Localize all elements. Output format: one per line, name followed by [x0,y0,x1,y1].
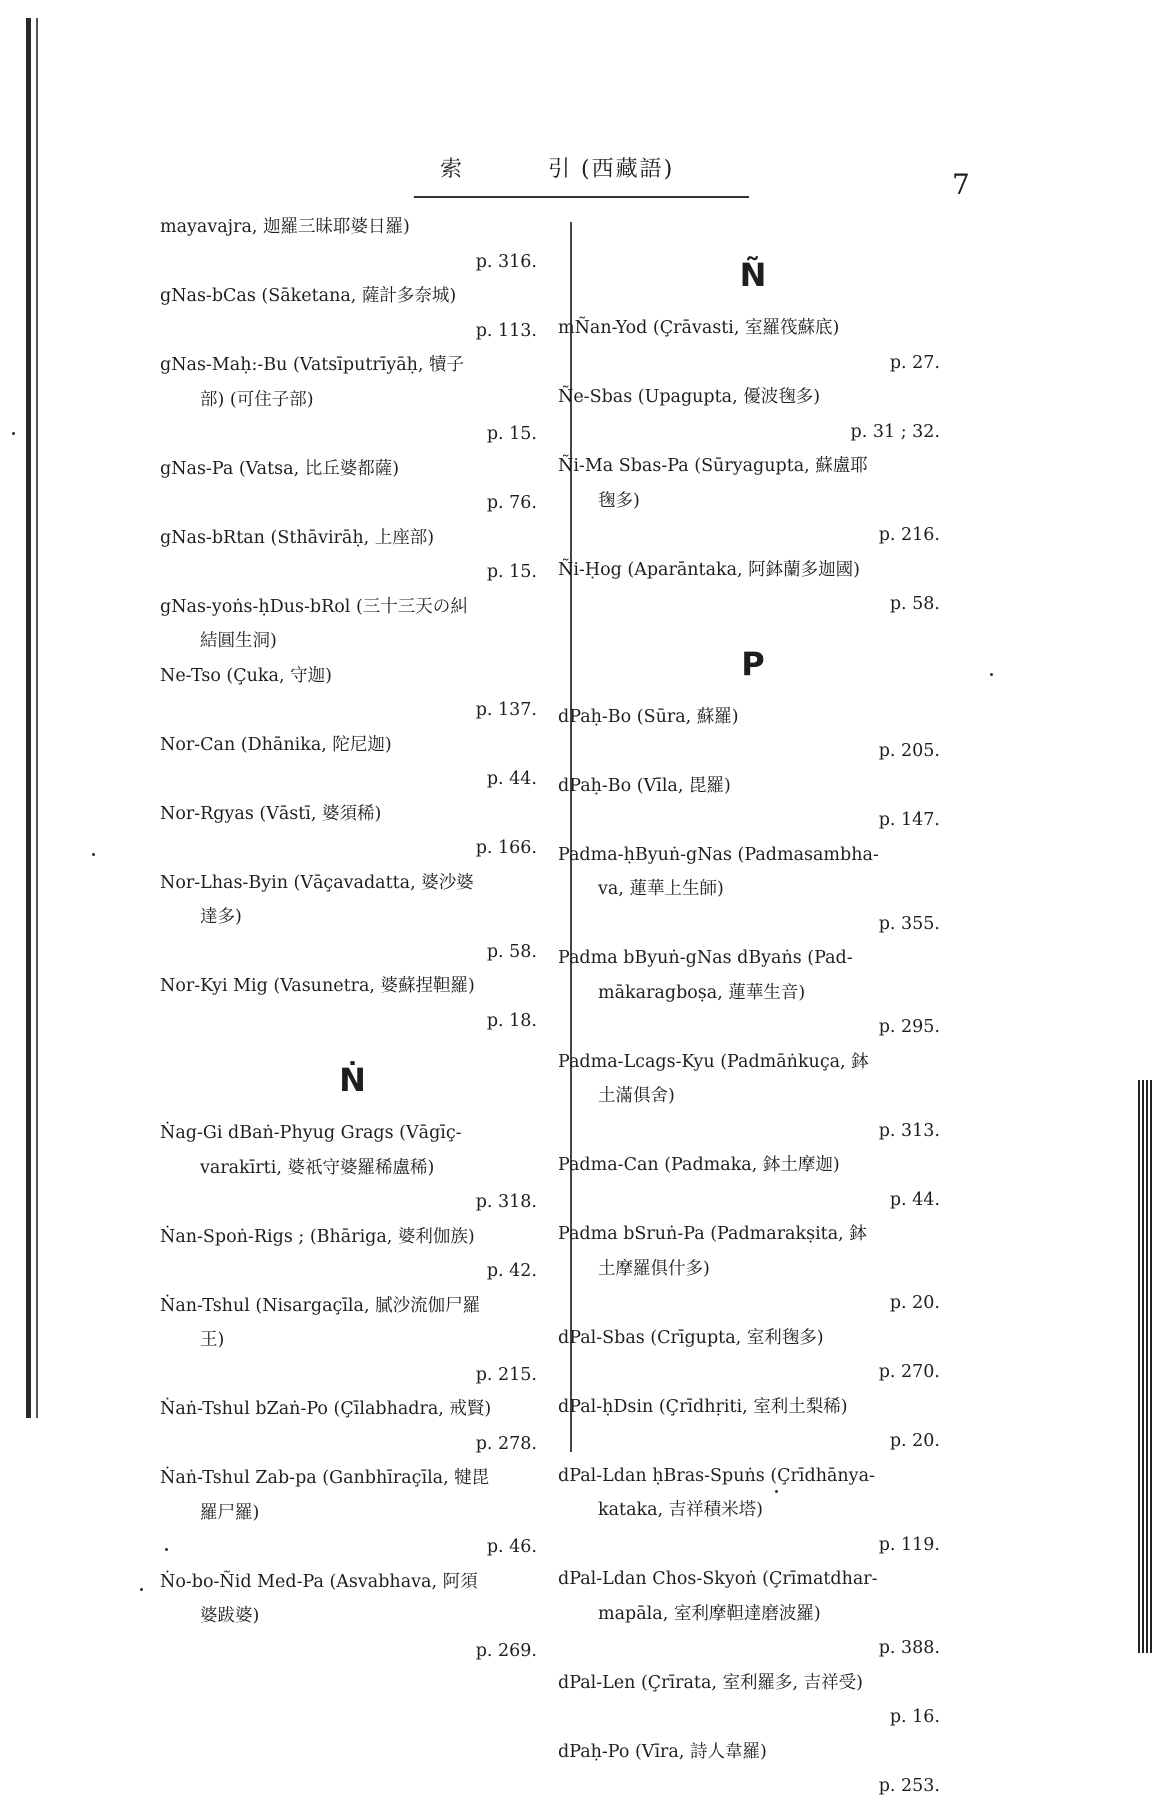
entry-term: Nor-Lhas-Byin (Vāçavadatta, 婆沙婆 [160,872,474,893]
entry-term: Ṅo-bo-Ñid Med-Pa (Asvabhava, 阿須 [160,1571,478,1592]
page-reference: p. 215. [475,1364,537,1385]
index-entry [160,1289,545,1393]
entry-term: Nor-Kyi Mig (Vasunetra, 婆蘇捏靼羅) [160,976,475,996]
running-head-left: 索 [440,157,465,182]
entry-term: Padma bByuṅ-gNas dByaṅs (Pad- [558,948,853,968]
index-entry [160,521,545,590]
entry-term: Padma-Lcags-Kyu (Padmāṅkuça, 鉢 [558,1051,869,1072]
running-head-right: 引 (西藏語) [548,157,675,182]
entry-term: Ñe-Sbas (Upagupta, 優波毱多) [558,387,821,407]
entry-term: Ñi-Ḥog (Aparāntaka, 阿鉢蘭多迦國) [558,559,861,580]
scan-speck [990,673,993,676]
entry-term: Padma bSruṅ-Pa (Padmarakṣita, 鉢 [558,1224,867,1244]
page-reference: p. 58. [889,594,940,614]
entry-continuation: 毱多) [598,490,640,511]
page-reference: p. 27. [889,352,940,373]
page-reference: p. 216. [878,525,940,545]
entry-continuation: 土摩羅俱什多) [598,1258,710,1279]
entry-term: Padma-ḥByuṅ-gNas (Padmasambha- [558,844,879,865]
page-reference: p. 58. [486,941,537,962]
page-reference: p. 270. [878,1362,940,1382]
page-reference: p. 253. [878,1776,940,1796]
entry-continuation: 土滿俱舍) [598,1086,675,1106]
index-entry [558,380,948,449]
index-entry [558,1459,948,1563]
page-reference: p. 18. [486,1010,537,1031]
index-entry [558,941,948,1045]
entry-list [558,311,948,622]
page-reference: p. 147. [878,810,940,830]
entry-continuation: kataka, 吉祥積米塔) [598,1500,763,1520]
entry-list [558,700,948,1804]
index-entry [160,1220,545,1289]
index-entry [160,1565,545,1669]
right-column [558,255,948,1804]
index-entry [558,700,948,769]
page-reference: p. 205. [878,741,940,761]
entry-term: dPaḥ-Bo (Sūra, 蘇羅) [558,706,739,727]
entry-term: dPal-ḥDsin (Çrīdhṛiti, 室利土梨稀) [558,1396,848,1417]
index-entry [558,1045,948,1149]
entry-continuation: va, 蓮華上生師) [598,879,724,899]
index-entry [558,1321,948,1390]
page-reference: p. 44. [889,1189,940,1210]
entry-list [160,1116,545,1668]
page-reference: p. 166. [475,838,537,858]
page-reference: p. 278. [475,1433,537,1454]
entry-term: Ne-Tso (Çuka, 守迦) [160,665,332,686]
entry-term: mayavajra, 迦羅三昧耶婆日羅) [160,217,410,237]
entry-term: dPaḥ-Po (Vīra, 詩人韋羅) [558,1741,767,1762]
scan-speck [12,432,15,435]
entry-continuation: 婆跋婆) [200,1606,260,1626]
entry-term: gNas-Pa (Vatsa, 比丘婆都薩) [160,458,400,479]
page-reference: p. 15. [486,424,537,444]
page-reference: p. 113. [475,320,537,341]
entry-term: mÑan-Yod (Çrāvasti, 室羅筏蘇底) [558,318,840,338]
entry-term: gNas-yoṅs-ḥDus-bRol (三十三天の糾 [160,596,468,617]
page-reference: p. 295. [878,1017,940,1037]
entry-term: Ṅan-Spoṅ-Rigs ; (Bhāriga, 婆利伽族) [160,1226,475,1247]
entry-continuation: mākaragboṣa, 蓮華生音) [598,982,806,1003]
entry-continuation: 部) (可住子部) [200,389,314,410]
entry-term: gNas-bCas (Sāketana, 薩計多奈城) [160,286,457,306]
index-entry [558,769,948,838]
page-reference: p. 42. [486,1261,537,1281]
page-reference: p. 355. [878,913,940,934]
index-entry [558,1735,948,1804]
binding-shadow-left [26,18,31,1418]
scan-speck [140,1588,143,1591]
index-entry [558,838,948,942]
index-entry [160,348,545,452]
index-entry [160,590,545,659]
page-reference: p. 137. [475,700,537,720]
page-reference: p. 316. [475,251,537,272]
entry-list [160,210,545,1038]
page-reference: p. 16. [889,1707,940,1727]
index-entry [558,1666,948,1735]
entry-continuation: 王) [200,1330,225,1350]
section-letter: Ñ [739,256,767,294]
index-entry [160,866,545,970]
index-entry [558,1148,948,1217]
section-letter: Ṅ [339,1061,366,1099]
entry-continuation: 達多) [200,907,242,927]
page-reference: p. 44. [486,769,537,789]
index-entry [160,210,545,279]
page-reference: p. 318. [475,1192,537,1212]
header-rule [414,196,749,198]
page-reference: p. 119. [878,1534,940,1555]
entry-term: dPaḥ-Bo (Vīla, 毘羅) [558,775,731,796]
index-entry [558,553,948,622]
page-reference: p. 46. [486,1537,537,1557]
index-entry [558,311,948,380]
index-entry [160,659,545,728]
entry-term: gNas-Maḥ:-Bu (Vatsīputrīyāḥ, 犢子 [160,355,465,375]
page-reference: p. 269. [475,1640,537,1661]
index-entry [160,728,545,797]
scan-speck [92,853,95,856]
index-entry [160,1116,545,1220]
index-entry [558,1390,948,1459]
index-entry [160,969,545,1038]
entry-term: Nor-Rgyas (Vāstī, 婆須稀) [160,803,382,824]
page-reference: p. 20. [889,1431,940,1451]
index-entry [558,1562,948,1666]
binding-line-left [36,18,38,1418]
index-entry [160,1392,545,1461]
entry-term: dPal-Len (Çrīrata, 室利羅多, 吉祥受) [558,1672,863,1693]
entry-term: Ṅag-Gi dBaṅ-Phyug Grags (Vāgīç- [160,1123,462,1143]
entry-term: dPal-Ldan Chos-Skyoṅ (Çrīmatdhar- [558,1569,878,1589]
page-reference: p. 76. [486,493,537,513]
entry-term: Ṅaṅ-Tshul bZaṅ-Po (Çīlabhadra, 戒賢) [160,1399,492,1419]
entry-term: Padma-Can (Padmaka, 鉢土摩迦) [558,1155,840,1175]
index-entry [160,452,545,521]
entry-term: Nor-Can (Dhānika, 陀尼迦) [160,734,392,755]
entry-term: dPal-Sbas (Crīgupta, 室利毱多) [558,1327,824,1348]
page-reference: p. 20. [889,1293,940,1313]
page-number: 7 [952,168,970,201]
index-entry [558,1217,948,1321]
left-column [160,210,545,1668]
index-entry [558,449,948,553]
entry-continuation: mapāla, 室利摩靼達磨波羅) [598,1603,821,1624]
index-entry [160,1461,545,1565]
page-reference: p. 313. [878,1120,940,1141]
index-entry [160,797,545,866]
entry-continuation: varakīrti, 婆祇守婆羅稀盧稀) [200,1157,435,1178]
page-reference: p. 15. [486,562,537,582]
entry-term: Ṅaṅ-Tshul Zab-pa (Ganbhīraçīla, 犍毘 [160,1468,490,1488]
entry-term: dPal-Ldan ḥBras-Spuṅs (Çrīdhānya- [558,1465,875,1486]
index-entry [160,279,545,348]
binding-shadow-right [1138,1080,1152,1653]
section-letter: P [741,644,765,683]
entry-term: gNas-bRtan (Sthāvirāḥ, 上座部) [160,527,435,548]
page-reference: p. 31 ; 32. [850,421,940,442]
entry-term: Ṅan-Tshul (Nisargaçīla, 膩沙流伽尸羅 [160,1295,481,1316]
entry-continuation: 羅尸羅) [200,1502,260,1523]
entry-continuation: 結圓生洞) [200,631,277,651]
entry-term: Ñi-Ma Sbas-Pa (Sūryagupta, 蘇盧耶 [558,456,868,476]
page-reference: p. 388. [878,1638,940,1658]
